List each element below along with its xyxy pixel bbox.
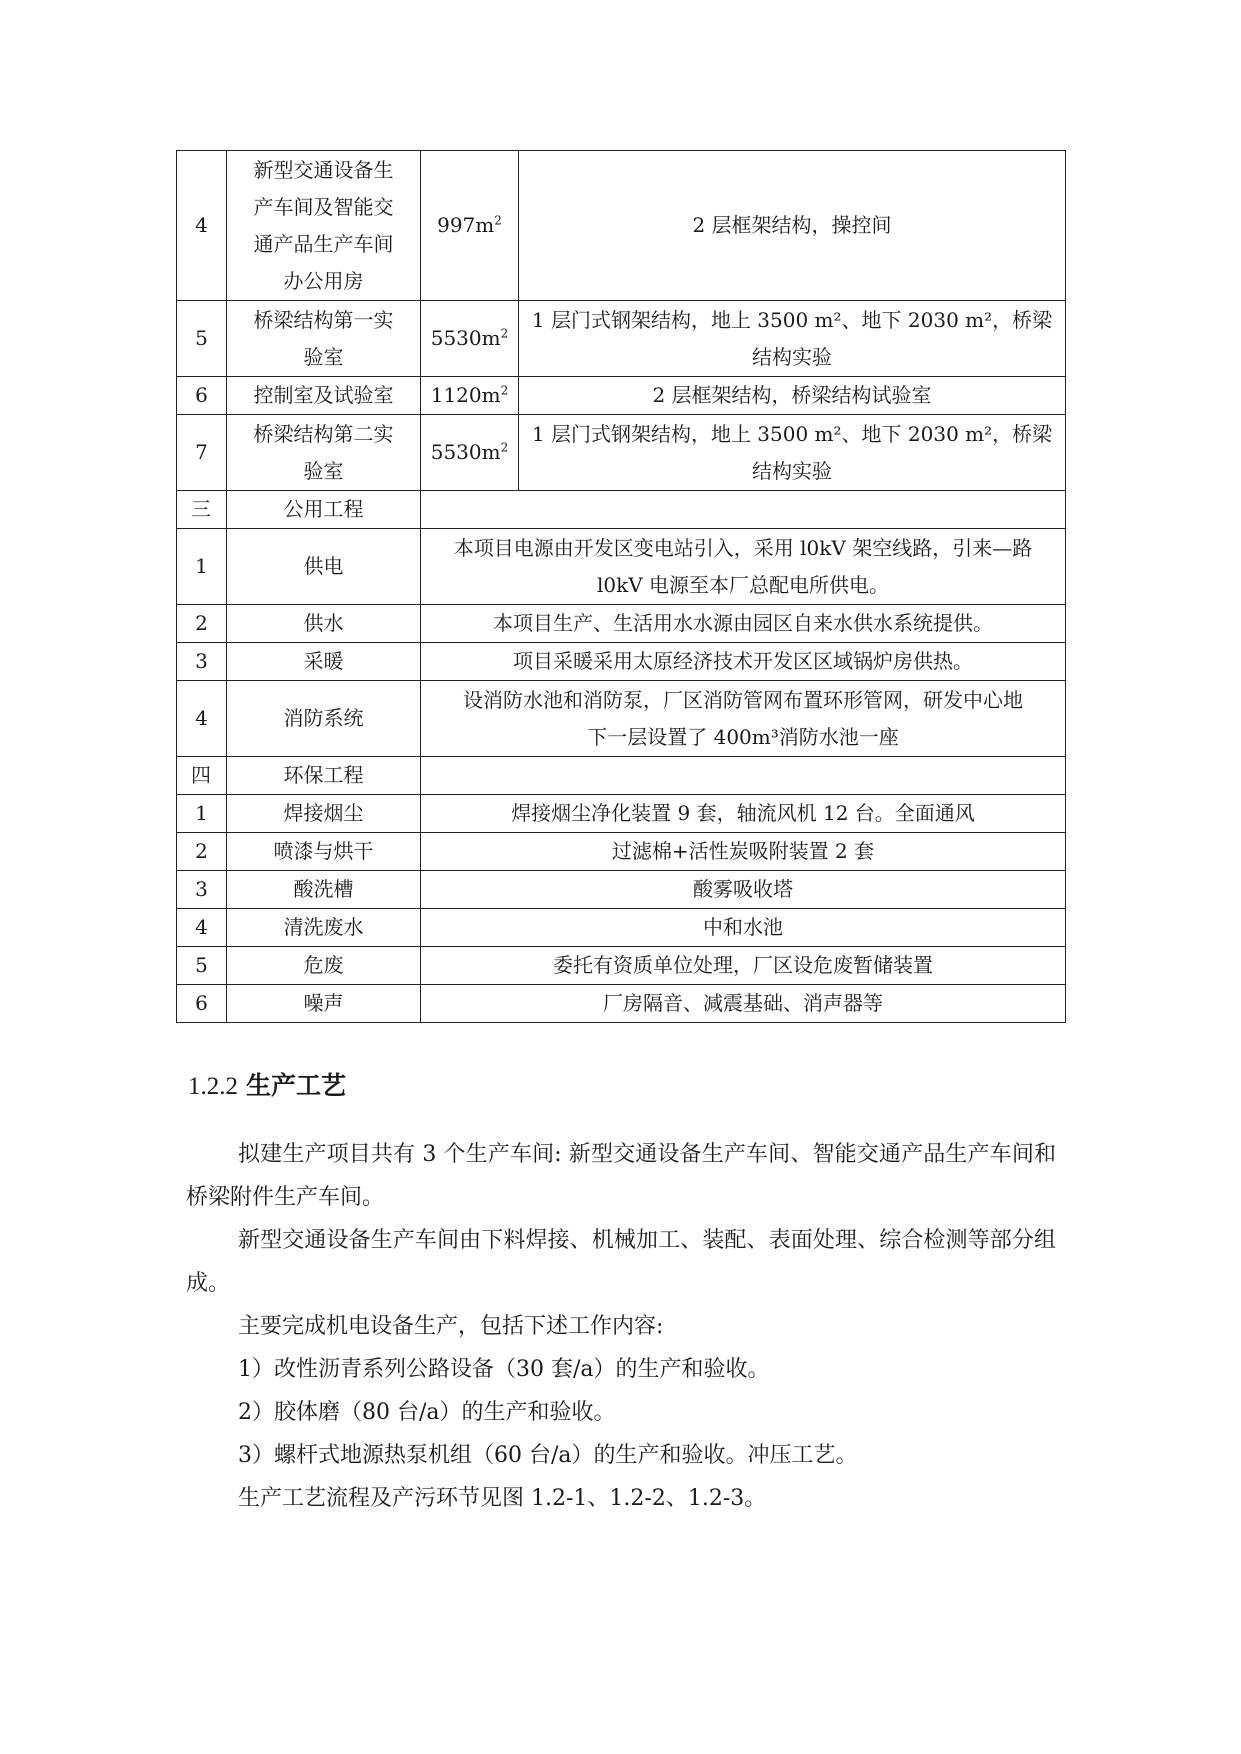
row-number: 7 (177, 415, 227, 491)
row-name: 消防系统 (227, 681, 421, 757)
row-name: 桥梁结构第二实 验室 (227, 415, 421, 491)
table-row (177, 871, 1066, 909)
row-number: 5 (177, 301, 227, 377)
row-description: 酸雾吸收塔 (421, 871, 1066, 909)
paragraph: 生产工艺流程及产污环节见图 1.2-1、1.2-2、1.2-3。 (238, 1486, 767, 1511)
paragraph: 新型交通设备生产车间由下料焊接、机械加工、装配、表面处理、综合检测等部分组成。 (186, 1228, 1056, 1296)
row-area: $5530m^2$ (421, 301, 519, 377)
row-number: 3 (177, 871, 227, 909)
row-area: $5530m^2$ (421, 415, 519, 491)
row-name: 清洗废水 (227, 909, 421, 947)
row-number: 2 (177, 833, 227, 871)
row-description: 1 层门式钢架结构，地上 3500 m²、地下 2030 m²，桥梁 结构实验 (519, 301, 1066, 377)
row-name: 新型交通设备生 产车间及智能交 通产品生产车间 办公用房 (227, 151, 421, 301)
paragraph: 主要完成机电设备生产，包括下述工作内容: (238, 1314, 664, 1339)
row-description: 设消防水池和消防泵，厂区消防管网布置环形管网，研发中心地 下一层设置了 400m³消防水池一座 (421, 681, 1066, 757)
section-number: 四 (177, 757, 227, 795)
row-description: 本项目生产、生活用水水源由园区自来水供水系统提供。 (421, 605, 1066, 643)
section-name: 公用工程 (227, 491, 421, 529)
table-row (177, 909, 1066, 947)
table-row (177, 947, 1066, 985)
list-item: 3）螺杆式地源热泵机组（60 台/a）的生产和验收。冲压工艺。 (238, 1443, 858, 1468)
row-name: 酸洗槽 (227, 871, 421, 909)
row-description: 中和水池 (421, 909, 1066, 947)
section-number: 三 (177, 491, 227, 529)
row-number: 4 (177, 909, 227, 947)
row-name: 供电 (227, 529, 421, 605)
row-description: 过滤棉+活性炭吸附装置 2 套 (421, 833, 1066, 871)
row-description: 本项目电源由开发区变电站引入，采用 l0kV 架空线路，引来—路 l0kV 电源至本厂总配电所供电。 (421, 529, 1066, 605)
paragraph: 拟建生产项目共有 3 个生产车间: 新型交通设备生产车间、智能交通产品生产车间和桥梁附件生产车间。 (186, 1142, 1056, 1210)
row-name: 控制室及试验室 (227, 377, 421, 415)
row-name: 桥梁结构第一实 验室 (227, 301, 421, 377)
row-number: 2 (177, 605, 227, 643)
table-row (177, 681, 1066, 757)
table-row (177, 833, 1066, 871)
row-number: 6 (177, 985, 227, 1023)
row-name: 噪声 (227, 985, 421, 1023)
row-number: 4 (177, 151, 227, 301)
table-row (177, 605, 1066, 643)
table-row (177, 415, 1066, 491)
row-number: 3 (177, 643, 227, 681)
row-name: 喷漆与烘干 (227, 833, 421, 871)
row-description: 1 层门式钢架结构，地上 3500 m²、地下 2030 m²，桥梁 结构实验 (519, 415, 1066, 491)
row-number: 4 (177, 681, 227, 757)
row-number: 5 (177, 947, 227, 985)
row-number: 1 (177, 529, 227, 605)
table-row (177, 377, 1066, 415)
list-item: 2）胶体磨（80 台/a）的生产和验收。 (238, 1400, 616, 1425)
section-row (177, 491, 1066, 529)
section-title: 生产工艺 (245, 1071, 346, 1100)
row-number: 6 (177, 377, 227, 415)
body-text (186, 1133, 1056, 1520)
table-row (177, 529, 1066, 605)
row-area: $1120m^2$ (421, 377, 519, 415)
row-number: 1 (177, 795, 227, 833)
section-name: 环保工程 (227, 757, 421, 795)
table-row (177, 795, 1066, 833)
row-description: 委托有资质单位处理，厂区设危废暂储装置 (421, 947, 1066, 985)
row-name: 采暖 (227, 643, 421, 681)
row-description: 2 层框架结构，桥梁结构试验室 (519, 377, 1066, 415)
row-description: 2 层框架结构，操控间 (519, 151, 1066, 301)
row-description: 厂房隔音、减震基础、消声器等 (421, 985, 1066, 1023)
section-row (177, 757, 1066, 795)
table-row (177, 301, 1066, 377)
project-table (176, 150, 1066, 1023)
section-heading (188, 1066, 346, 1102)
table-row (177, 985, 1066, 1023)
row-description: 项目采暖采用太原经济技术开发区区域锅炉房供热。 (421, 643, 1066, 681)
row-name: 焊接烟尘 (227, 795, 421, 833)
row-area: $997m^2$ (421, 151, 519, 301)
section-number: 1.2.2 (188, 1073, 238, 1100)
row-description: 焊接烟尘净化装置 9 套，轴流风机 12 台。全面通风 (421, 795, 1066, 833)
row-name: 供水 (227, 605, 421, 643)
row-name: 危废 (227, 947, 421, 985)
table-row (177, 643, 1066, 681)
table-row (177, 151, 1066, 301)
list-item: 1）改性沥青系列公路设备（30 套/a）的生产和验收。 (238, 1357, 770, 1382)
